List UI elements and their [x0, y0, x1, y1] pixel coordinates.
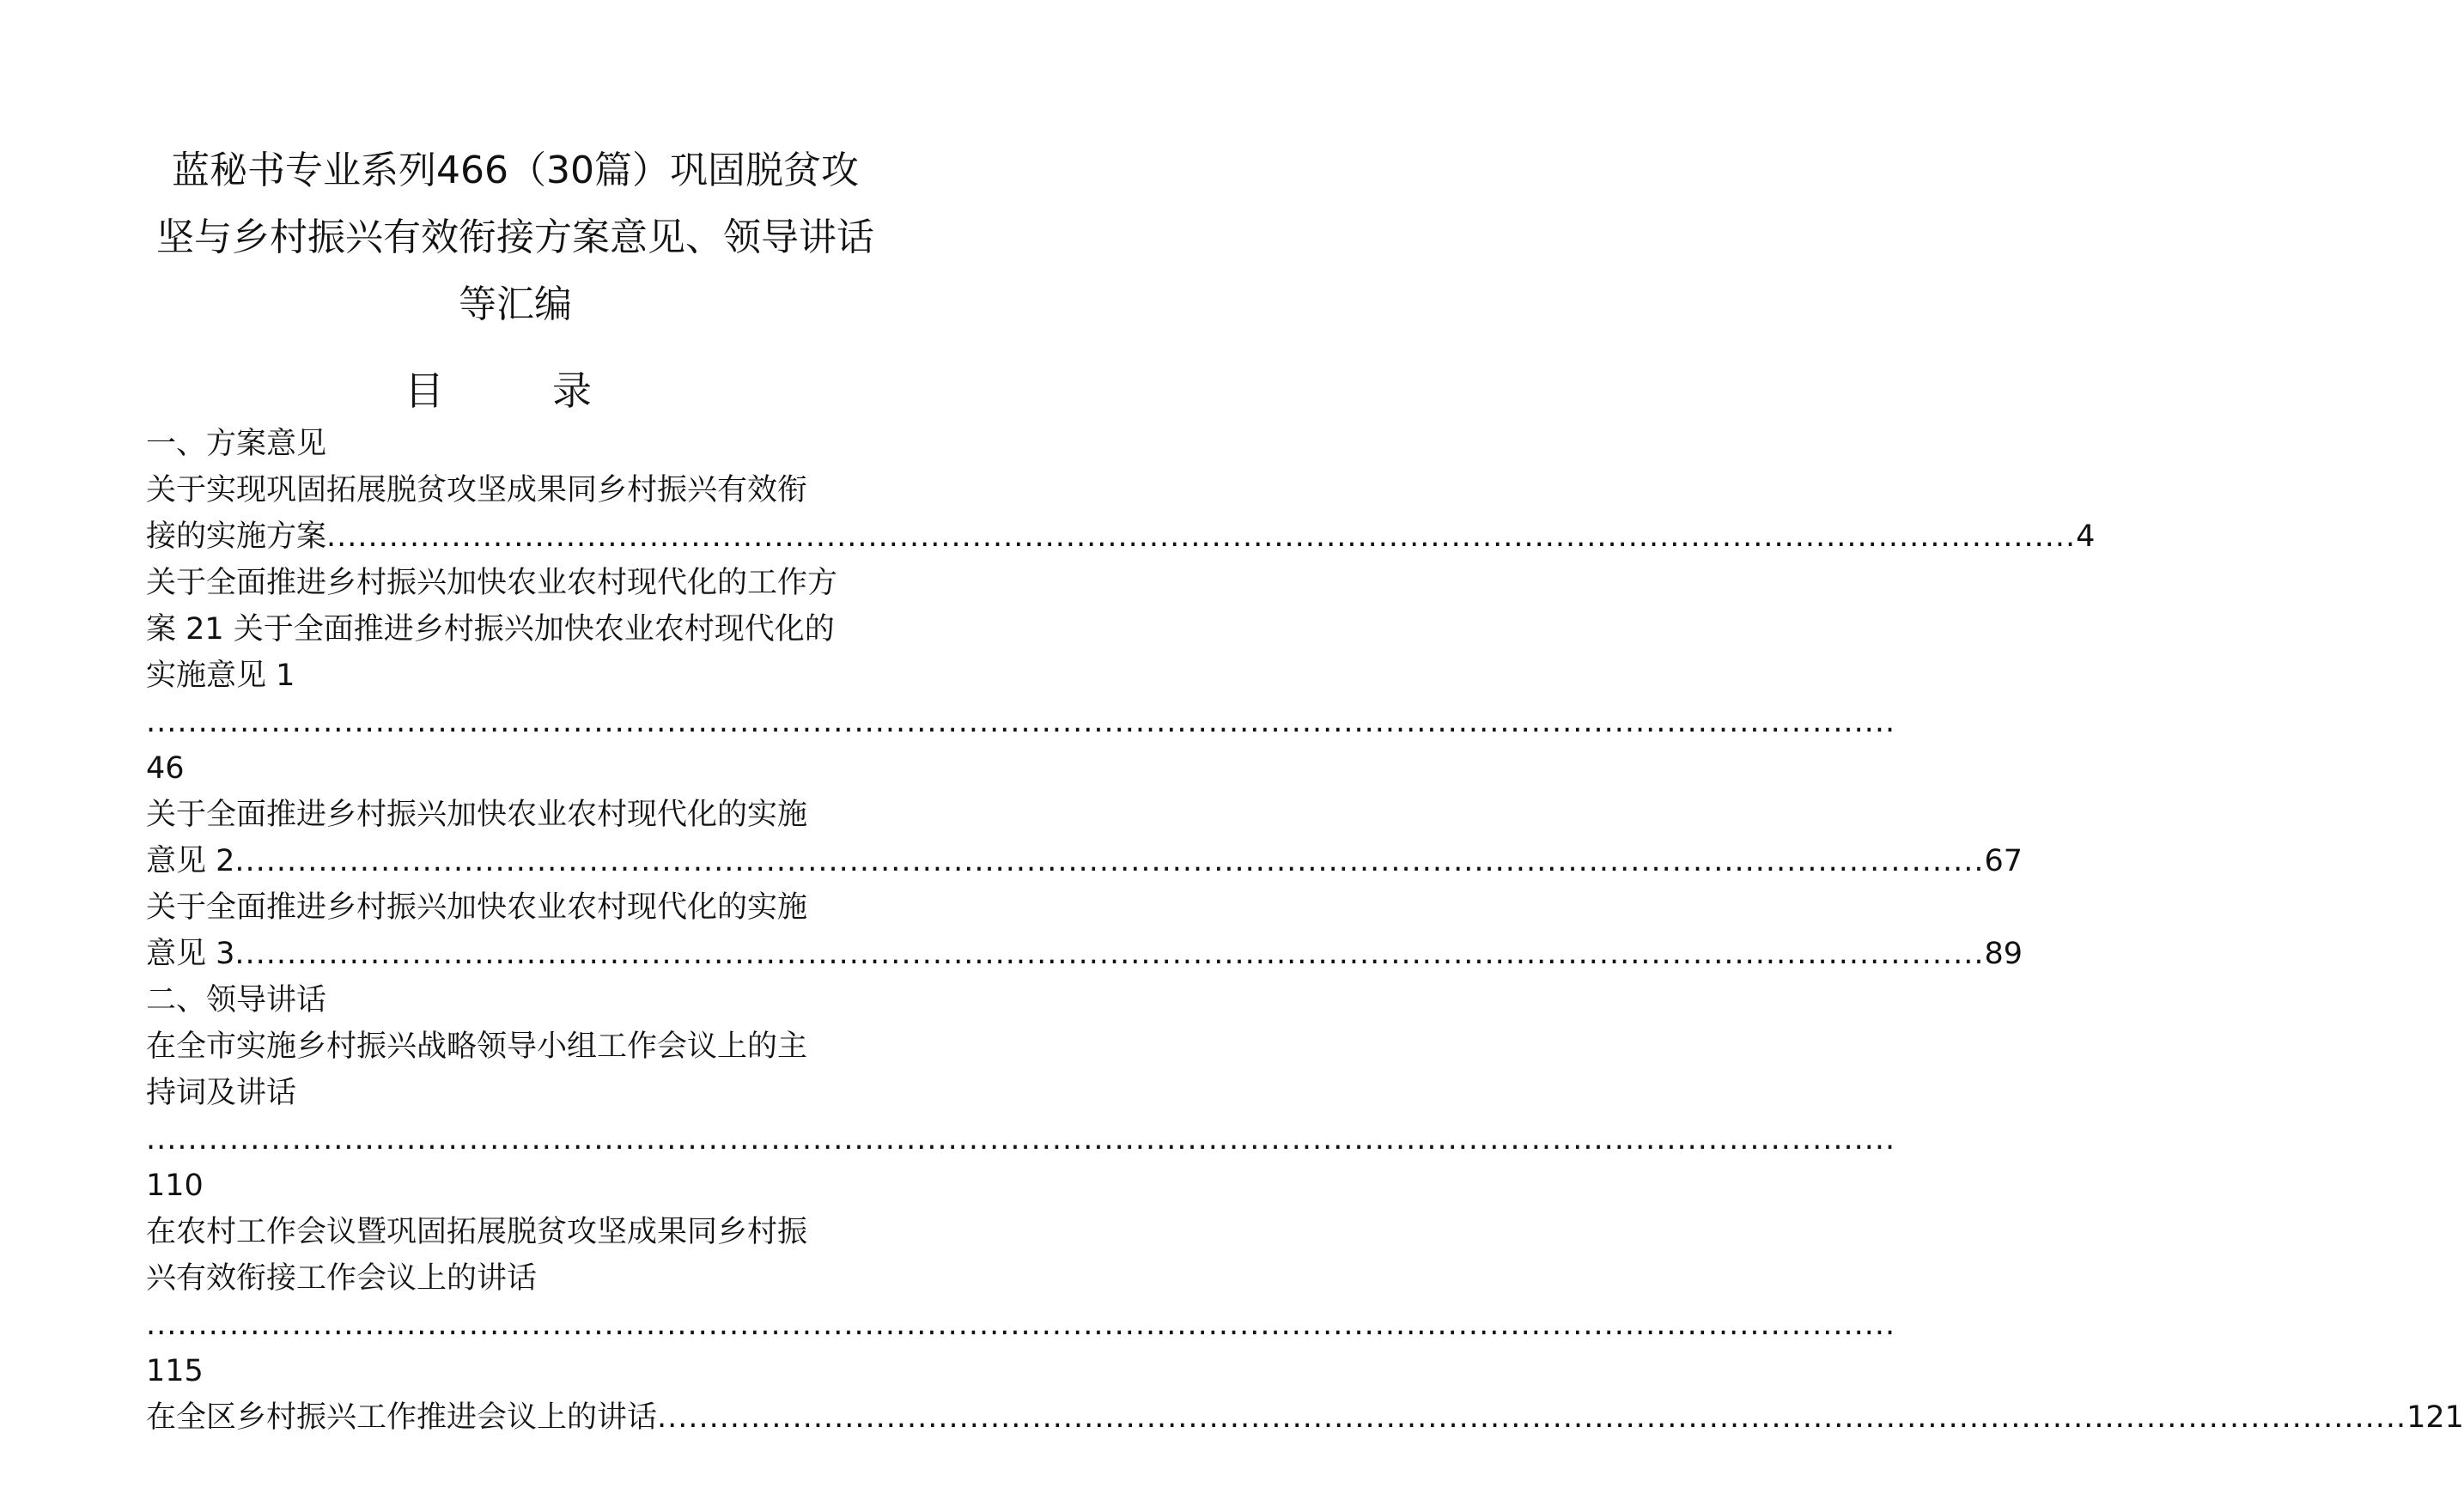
toc-entry-title: 在全市实施乡村振兴战略领导小组工作会议上的主 — [146, 1029, 808, 1064]
toc-entry-title: 关于全面推进乡村振兴加快农业农村现代化的工作方 — [146, 566, 838, 600]
toc-entry-leader-row — [146, 1394, 2464, 1441]
toc-heading: 目 录 — [405, 367, 626, 414]
toc-entry-title: 意见 3 — [146, 937, 235, 971]
toc-entry-title: 在农村工作会议暨巩固拓展脱贫攻坚成果同乡村振 — [146, 1215, 808, 1249]
toc-entry-title: 关于实现巩固拓展脱贫攻坚成果同乡村振兴有效衔 — [146, 473, 808, 507]
toc-entry-title: 关于全面推进乡村振兴加快农业农村现代化的实施 — [146, 798, 808, 832]
toc-section-heading: 一、方案意见 — [146, 427, 327, 461]
leader-dots: ........................................................................................................................................................................ — [326, 519, 2077, 554]
table-of-contents — [146, 421, 2464, 1441]
title-line-2: 坚与乡村振兴有效衔接方案意见、领导讲话 — [156, 216, 874, 259]
toc-page-number: 115 — [146, 1354, 204, 1388]
toc-entry-title: 持词及讲话 — [146, 1076, 297, 1110]
toc-page-number: 89 — [1984, 937, 2023, 971]
leader-dots: ........................................................................................................................................................................ — [657, 1400, 2407, 1435]
toc-entry-title: 意见 2 — [146, 844, 235, 878]
toc-page-number: 67 — [1984, 844, 2023, 878]
leader-dots: ........................................................................................................................................................................ — [234, 844, 1985, 878]
toc-entry-leader-row — [146, 513, 2096, 560]
toc-page-number: 4 — [2076, 519, 2096, 554]
toc-page-number: 121 — [2406, 1400, 2464, 1435]
leader-dots: ........................................................................................................................................................................ — [146, 1122, 1896, 1157]
title-line-1: 蓝秘书专业系列466（30篇）巩固脱贫攻 — [172, 149, 859, 192]
toc-section-heading: 二、领导讲话 — [146, 983, 327, 1017]
toc-entry-title: 关于全面推进乡村振兴加快农业农村现代化的实施 — [146, 890, 808, 925]
toc-entry-leader-row — [146, 838, 2023, 884]
toc-entry-title: 在全区乡村振兴工作推进会议上的讲话 — [146, 1400, 658, 1435]
toc-page-number: 110 — [146, 1169, 204, 1203]
leader-dots: ........................................................................................................................................................................ — [146, 1308, 1896, 1342]
title-line-3: 等汇编 — [459, 282, 572, 326]
toc-entry-leader-row — [146, 931, 2023, 977]
leader-dots: ........................................................................................................................................................................ — [146, 705, 1896, 739]
document-title — [129, 137, 902, 338]
toc-entry-title: 接的实施方案 — [146, 519, 327, 554]
toc-entry-title: 案 21 关于全面推进乡村振兴加快农业农村现代化的 — [146, 612, 835, 647]
leader-dots: ........................................................................................................................................................................ — [234, 937, 1985, 971]
toc-entry-title: 实施意见 1 — [146, 659, 295, 693]
toc-page-number: 46 — [146, 751, 185, 786]
toc-entry-title: 兴有效衔接工作会议上的讲话 — [146, 1261, 538, 1296]
